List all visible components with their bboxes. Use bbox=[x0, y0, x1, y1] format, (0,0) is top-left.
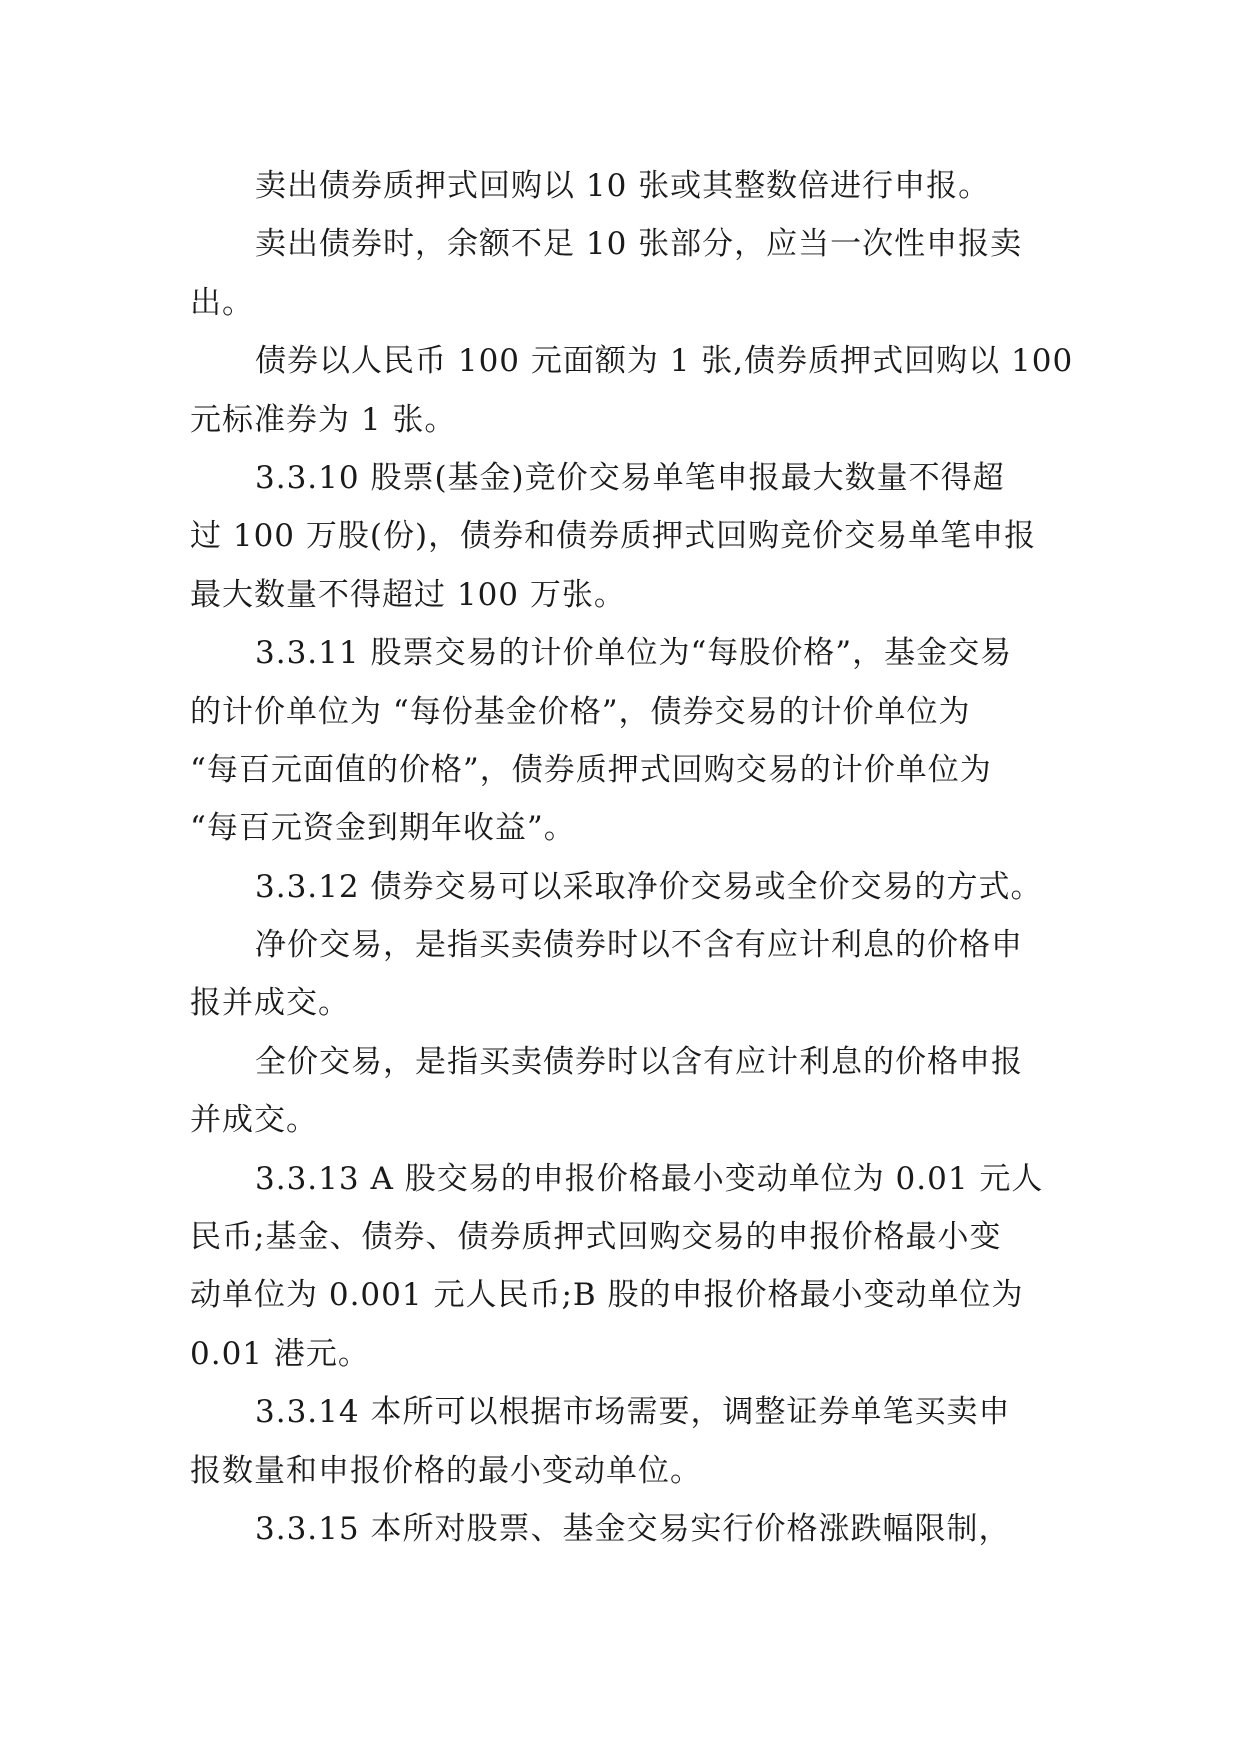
text-line: “每百元资金到期年收益”。 bbox=[190, 810, 576, 847]
text-line: 3.3.13 A 股交易的申报价格最小变动单位为 0.01 元人 bbox=[255, 1160, 1044, 1197]
text-line: 全价交易，是指买卖债券时以含有应计利息的价格申报 bbox=[255, 1043, 1023, 1080]
text-line: “每百元面值的价格”，债券质押式回购交易的计价单位为 bbox=[190, 751, 992, 788]
text-line: 3.3.14 本所可以根据市场需要，调整证券单笔买卖申 bbox=[255, 1394, 1011, 1431]
text-line: 3.3.15 本所对股票、基金交易实行价格涨跌幅限制， bbox=[255, 1510, 1011, 1547]
text-line: 3.3.10 股票(基金)竞价交易单笔申报最大数量不得超 bbox=[255, 459, 1005, 496]
text-line: 报数量和申报价格的最小变动单位。 bbox=[190, 1452, 702, 1489]
text-line: 卖出债券时，余额不足 10 张部分，应当一次性申报卖 bbox=[255, 226, 1023, 263]
text-line: 的计价单位为 “每份基金价格”，债券交易的计价单位为 bbox=[190, 693, 971, 730]
text-line: 过 100 万股(份)，债券和债券质押式回购竞价交易单笔申报 bbox=[190, 518, 1037, 555]
text-line: 债券以人民币 100 元面额为 1 张,债券质押式回购以 100 bbox=[255, 343, 1074, 380]
text-line: 出。 bbox=[190, 284, 254, 321]
text-line: 最大数量不得超过 100 万张。 bbox=[190, 576, 626, 613]
text-line: 报并成交。 bbox=[190, 985, 350, 1022]
text-line: 3.3.12 债券交易可以采取净价交易或全价交易的方式。 bbox=[255, 868, 1043, 905]
text-line: 净价交易，是指买卖债券时以不含有应计利息的价格申 bbox=[255, 927, 1023, 964]
text-line: 并成交。 bbox=[190, 1102, 318, 1139]
text-line: 卖出债券质押式回购以 10 张或其整数倍进行申报。 bbox=[255, 168, 991, 204]
text-line: 3.3.11 股票交易的计价单位为“每股价格”，基金交易 bbox=[255, 635, 1013, 672]
text-line: 元标准券为 1 张。 bbox=[190, 401, 457, 438]
text-line: 民币;基金、债券、债券质押式回购交易的申报价格最小变 bbox=[190, 1219, 1002, 1256]
text-line: 0.01 港元。 bbox=[190, 1335, 370, 1372]
text-line: 动单位为 0.001 元人民币;B 股的申报价格最小变动单位为 bbox=[190, 1277, 1024, 1314]
document-body bbox=[190, 157, 1074, 1558]
